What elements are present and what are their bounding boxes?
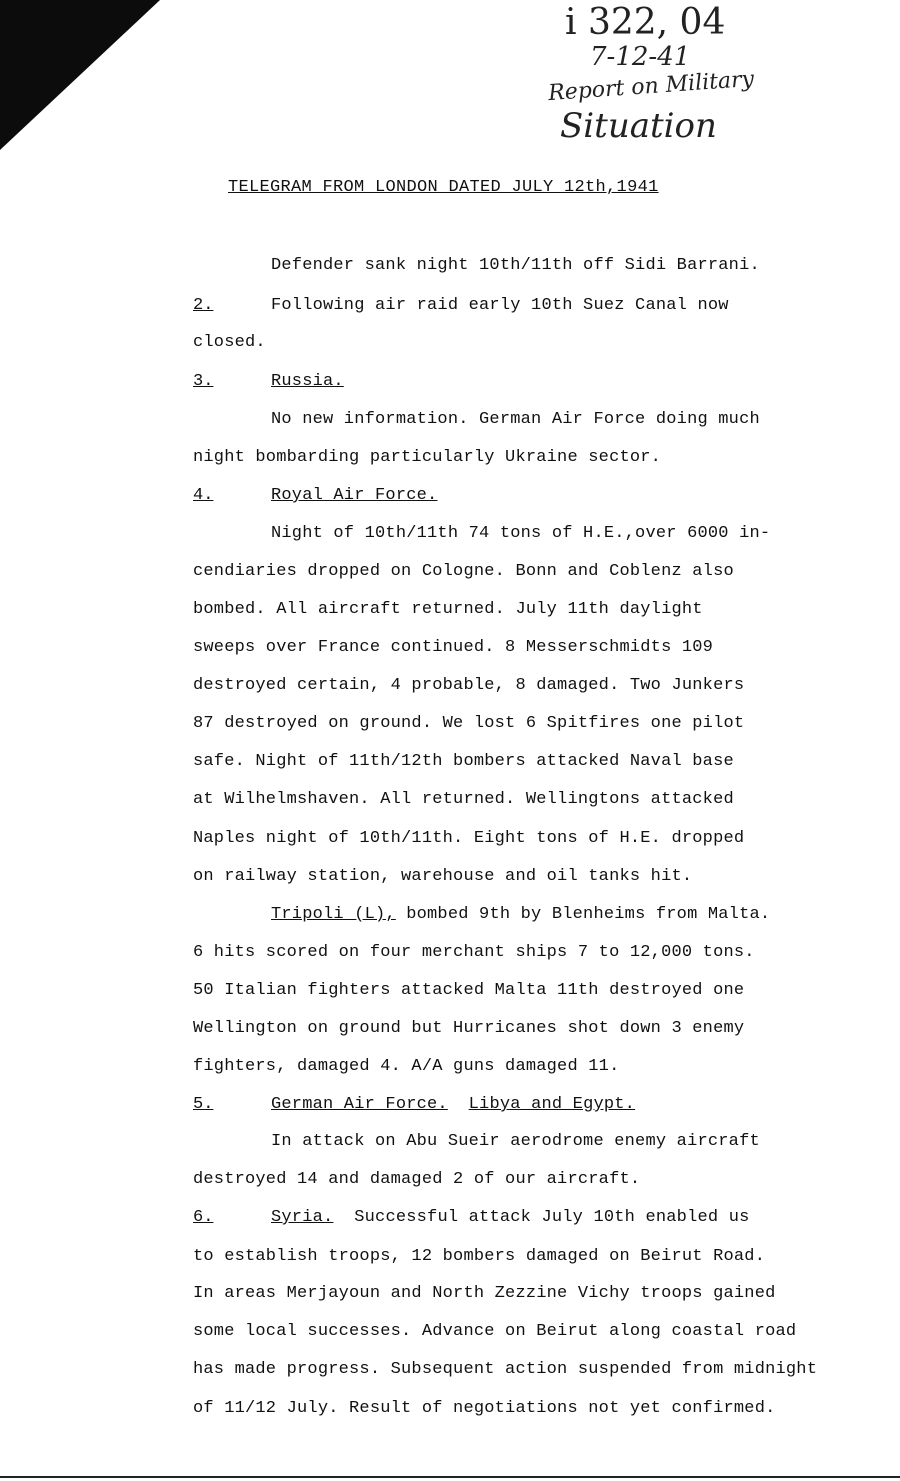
section-2-number: 2.	[193, 296, 214, 315]
handwritten-subject: Report on Military	[547, 66, 755, 107]
handwritten-subject-continued: Situation	[560, 106, 717, 146]
section-5-heading: German Air Force.	[271, 1095, 448, 1114]
section-4-line: safe. Night of 11th/12th bombers attacked Naval base	[193, 752, 734, 771]
section-6-text: Successful attack July 10th enabled us	[354, 1208, 750, 1227]
paragraph-1: Defender sank night 10th/11th off Sidi Barrani.	[271, 256, 760, 275]
handwritten-date: 7-12-41	[590, 42, 691, 72]
section-5-number: 5.	[193, 1095, 214, 1114]
tripoli-line: 6 hits scored on four merchant ships 7 to 12,000 tons.	[193, 943, 755, 962]
section-3-heading: Russia.	[271, 372, 344, 391]
tripoli-line	[271, 905, 770, 924]
tripoli-line: Wellington on ground but Hurricanes shot down 3 enemy	[193, 1019, 745, 1038]
section-6-line: of 11/12 July. Result of negotiations not yet confirmed.	[193, 1399, 776, 1418]
section-3-line: night bombarding particularly Ukraine sector.	[193, 448, 662, 467]
document-title: TELEGRAM FROM LONDON DATED JULY 12th,1941	[228, 178, 659, 197]
tripoli-text: bombed 9th by Blenheims from Malta.	[395, 905, 771, 924]
section-6-first-line	[271, 1208, 750, 1227]
section-5-line: In attack on Abu Sueir aerodrome enemy aircraft	[271, 1132, 760, 1151]
section-3-number: 3.	[193, 372, 214, 391]
section-6-number: 6.	[193, 1208, 214, 1227]
section-4-line: on railway station, warehouse and oil tanks hit.	[193, 867, 693, 886]
section-4-line: sweeps over France continued. 8 Messerschmidts 109	[193, 638, 714, 657]
section-5-subheading: Libya and Egypt.	[468, 1095, 636, 1114]
section-4-heading: Royal Air Force.	[271, 486, 438, 505]
section-5-line: destroyed 14 and damaged 2 of our aircraft.	[193, 1170, 641, 1189]
section-2-line: closed.	[193, 333, 266, 352]
handwritten-file-number: i 322, 04	[565, 2, 726, 43]
scan-corner-shadow	[0, 0, 160, 150]
section-3-line: No new information. German Air Force doing much	[271, 410, 760, 429]
section-4-line: destroyed certain, 4 probable, 8 damaged. Two Junkers	[193, 676, 745, 695]
tripoli-heading: Tripoli (L),	[271, 905, 396, 924]
section-4-line: Naples night of 10th/11th. Eight tons of H.E. dropped	[193, 829, 745, 848]
section-6-line: some local successes. Advance on Beirut along coastal road	[193, 1322, 797, 1341]
section-6-line: In areas Merjayoun and North Zezzine Vichy troops gained	[193, 1284, 776, 1303]
section-2-line: Following air raid early 10th Suez Canal now	[271, 296, 729, 315]
section-4-line: bombed. All aircraft returned. July 11th daylight	[193, 600, 703, 619]
section-4-line: cendiaries dropped on Cologne. Bonn and Coblenz also	[193, 562, 734, 581]
section-6-heading: Syria.	[271, 1208, 334, 1227]
tripoli-line: fighters, damaged 4. A/A guns damaged 11.	[193, 1057, 620, 1076]
section-5-heading-line	[271, 1095, 635, 1114]
section-6-line: to establish troops, 12 bombers damaged on Beirut Road.	[193, 1247, 766, 1266]
page-bottom-edge	[0, 1476, 900, 1478]
section-4-number: 4.	[193, 486, 214, 505]
section-6-line: has made progress. Subsequent action suspended from midnight	[193, 1360, 818, 1379]
section-4-line: Night of 10th/11th 74 tons of H.E.,over 6000 in-	[271, 524, 771, 543]
tripoli-line: 50 Italian fighters attacked Malta 11th destroyed one	[193, 981, 745, 1000]
section-4-line: at Wilhelmshaven. All returned. Wellingtons attacked	[193, 790, 734, 809]
section-4-line: 87 destroyed on ground. We lost 6 Spitfires one pilot	[193, 714, 745, 733]
